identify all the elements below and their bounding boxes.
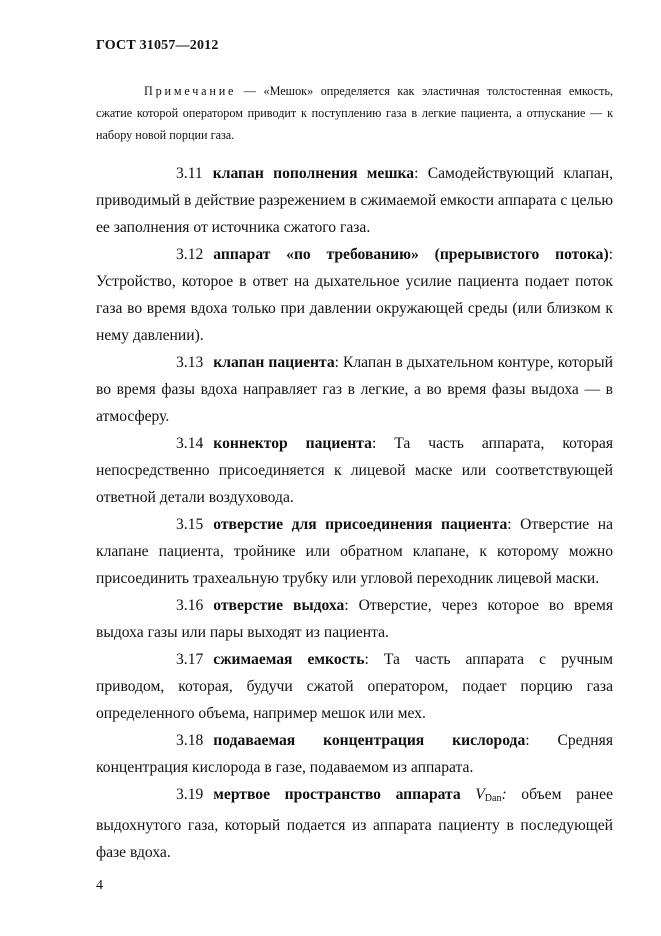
term-name: отверстие выдоха <box>213 597 345 614</box>
term-name: коннектор пациента <box>213 435 372 452</box>
term-entry-3-11: 3.11 клапан пополнения мешка: Самодействующий клапан, приводимый в действие разрежением в сжимаемой емкости аппарата с целью ее заполнения от источника сжатого газа. <box>96 160 613 241</box>
term-name: клапан пациента <box>213 354 335 371</box>
term-entry-3-14: 3.14 коннектор пациента: Та часть аппарата, которая непосредственно присоединяется к лицевой маске или соответствующей ответной детали воздуховода. <box>96 430 613 511</box>
term-entry-3-19 <box>96 781 613 866</box>
term-number: 3.15 <box>176 516 204 533</box>
term-definition: Устройство, которое в ответ на дыхательное усилие пациента подает поток газа во время вдоха только при давлении окружающей среды (или близком к нему давлении). <box>96 273 613 344</box>
term-name: клапан пополнения мешка <box>212 165 415 182</box>
term-number: 3.16 <box>176 597 204 614</box>
term-entry-3-15: 3.15 отверстие для присоединения пациента: Отверстие на клапане пациента, тройнике или обратном клапане, к которому можно присоединить трахеальную трубку или угловой переходник лицевой маски. <box>96 511 613 592</box>
term-name: аппарат «по требованию» (прерывистого потока) <box>213 246 609 263</box>
term-number: 3.18 <box>176 732 204 749</box>
term-number: 3.17 <box>176 651 204 668</box>
term-symbol-subscript: Dan <box>484 793 502 804</box>
term-number: 3.12 <box>176 246 204 263</box>
term-entry-3-18: 3.18 подаваемая концентрация кислорода: Средняя концентрация кислорода в газе, подаваемом из аппарата. <box>96 727 613 781</box>
note-dash: — <box>236 84 264 98</box>
term-entry-3-17: 3.17 сжимаемая емкость: Та часть аппарата с ручным приводом, которая, будучи сжатой оператором, подает порцию газа определенного объема, например мешок или мех. <box>96 646 613 727</box>
term-definition: Отверстие на клапане пациента, тройнике или обратном клапане, к которому можно присоединить трахеальную трубку или угловой переходник лицевой маски. <box>96 516 614 587</box>
term-number: 3.13 <box>176 354 204 371</box>
term-entry-3-12: 3.12 аппарат «по требованию» (прерывистого потока): Устройство, которое в ответ на дыхательное усилие пациента подает поток газа во время вдоха только при давлении окружающей среды (или близком к нему давлении). <box>96 241 613 349</box>
term-definition: объем ранее выдохнутого газа, который подается из аппарата пациенту в последующей фазе вдоха. <box>96 786 613 861</box>
note-label: Примечание <box>144 84 237 98</box>
term-definition: Та часть аппарата с ручным приводом, которая, будучи сжатой оператором, подает порцию газа определенного объема, например мешок или мех. <box>96 651 613 722</box>
note-block <box>96 80 613 146</box>
term-entry-3-16: 3.16 отверстие выдоха: Отверстие, через которое во время выдоха газы или пары выходят из пациента. <box>96 592 613 646</box>
document-header: ГОСТ 31057—2012 <box>96 38 219 53</box>
term-name: мертвое пространство аппарата <box>213 786 461 803</box>
term-symbol: $V_{Dan}$: <box>475 786 507 804</box>
term-definition: Та часть аппарата, которая непосредственно присоединяется к лицевой маске или соответствующей ответной детали воздуховода. <box>96 435 613 506</box>
term-definition: Отверстие, через которое во время выдоха газы или пары выходят из пациента. <box>96 597 613 641</box>
term-symbol-main: V <box>475 786 485 803</box>
term-name: отверстие для присоединения пациента <box>213 516 508 533</box>
term-definition: Клапан в дыхательном контуре, который во время фазы вдоха направляет газ в легкие, а во время фазы выдоха — в атмосферу. <box>96 354 613 425</box>
term-name: сжимаемая емкость <box>213 651 365 668</box>
term-definition: Средняя концентрация кислорода в газе, подаваемом из аппарата. <box>96 732 613 776</box>
terms-list <box>96 160 613 866</box>
note-paragraph <box>96 80 613 146</box>
note-text: «Мешок» определяется как эластичная толстостенная емкость, сжатие которой оператором приводит к поступлению газа в легкие пациента, а отпускание — к набору новой порции газа. <box>96 84 614 142</box>
term-definition: Самодействующий клапан, приводимый в действие разрежением в сжимаемой емкости аппарата с целью ее заполнения от источника сжатого газа. <box>96 165 614 236</box>
term-name: подаваемая концентрация кислорода <box>213 732 526 749</box>
term-number: 3.19 <box>176 786 204 803</box>
page-number: 4 <box>96 878 103 893</box>
term-number: 3.11 <box>176 165 203 182</box>
term-entry-3-13: 3.13 клапан пациента: Клапан в дыхательном контуре, который во время фазы вдоха направляет газ в легкие, а во время фазы выдоха — в атмосферу. <box>96 349 613 430</box>
term-number: 3.14 <box>176 435 204 452</box>
